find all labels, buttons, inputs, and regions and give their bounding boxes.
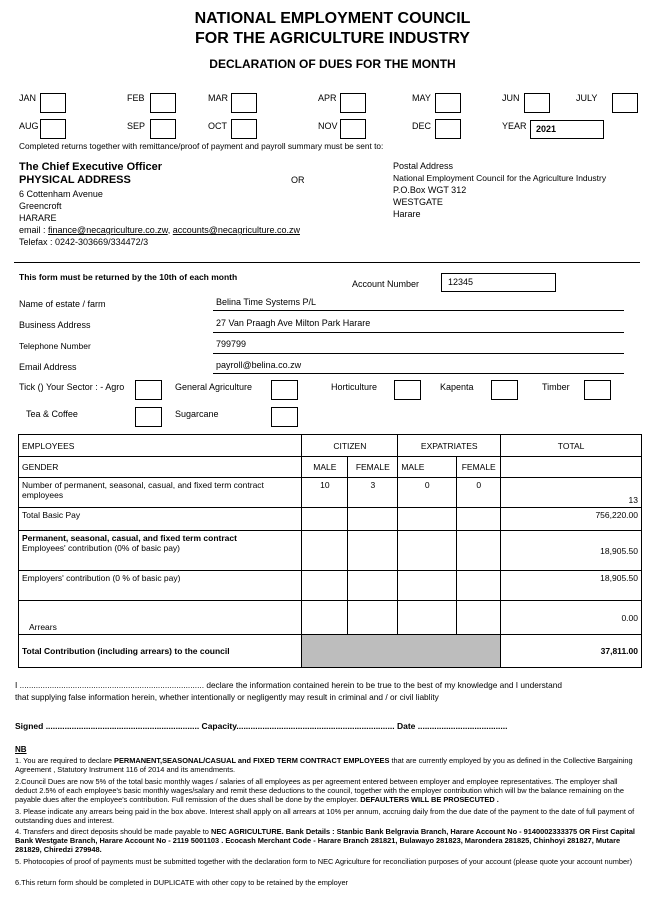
month-box-apr[interactable]	[340, 93, 366, 113]
telephone-underline	[213, 353, 624, 354]
year-label: YEAR	[502, 121, 527, 131]
month-box-dec[interactable]	[435, 119, 461, 139]
sector-agro-checkbox[interactable]	[135, 380, 162, 400]
expat-female-header: FEMALE	[457, 457, 501, 478]
citizen-header: CITIZEN	[302, 435, 398, 457]
month-box-mar[interactable]	[231, 93, 257, 113]
nb-heading: NB	[15, 745, 27, 754]
business-address-field[interactable]: 27 Van Praagh Ave Milton Park Harare	[216, 318, 371, 328]
completed-returns-text: Completed returns together with remittance/proof of payment and payroll summary must be sent to:	[19, 141, 384, 151]
employee-contribution-total[interactable]: 18,905.50	[501, 531, 642, 571]
declaration-line-2: that supplying false information herein, whether intentionally or negligently may result in criminal and / or civil liablity	[15, 692, 439, 702]
sector-general-label: General Agriculture	[175, 382, 253, 392]
month-box-nov[interactable]	[340, 119, 366, 139]
sector-tea-checkbox[interactable]	[135, 407, 162, 427]
declaration-line-1: I ................................................................................ declare the information contained herein to be true to the best of my knowledge and I understand	[15, 680, 562, 690]
month-label-dec: DEC	[412, 121, 432, 131]
month-label-jan: JAN	[19, 93, 37, 103]
gender-header: GENDER	[19, 457, 302, 478]
month-box-jul[interactable]	[612, 93, 638, 113]
total-contribution-shaded	[302, 635, 501, 668]
title-line-2: FOR THE AGRICULTURE INDUSTRY	[195, 30, 470, 47]
sector-tea-label: Tea & Coffee	[26, 409, 78, 419]
sector-horticulture-checkbox[interactable]	[394, 380, 421, 400]
month-label-nov: NOV	[318, 121, 338, 131]
email-address-label: Email Address	[19, 362, 77, 372]
postal-line-4: Harare	[393, 209, 421, 219]
sector-label: Tick () Your Sector : - Agro	[19, 382, 125, 392]
year-field[interactable]: 2021	[530, 120, 604, 139]
sector-horticulture-label: Horticulture	[331, 382, 378, 392]
postal-line-1: National Employment Council for the Agriculture Industry	[393, 173, 607, 183]
month-label-apr: APR	[318, 93, 337, 103]
month-box-sep[interactable]	[150, 119, 176, 139]
sector-kapenta-checkbox[interactable]	[491, 380, 518, 400]
email-label: email :	[19, 225, 46, 235]
title-line-1: NATIONAL EMPLOYMENT COUNCIL	[194, 10, 471, 27]
telephone-field[interactable]: 799799	[216, 339, 247, 349]
employees-header: EMPLOYEES	[19, 435, 302, 457]
note-4: 4. Transfers and direct deposits should be made payable to NEC AGRICULTURE. Bank Details : Stanbic Bank Belgravia Branch, Harare Account No - 9140002333375 OR First Capital Bank Westgate Branch, Harare Account No - 2119 5001103 . Ecocash Merchant Code - Harare Branch 281821, Bulawayo 281823, Marondera 281825, Chinhoyi 281827, Mutare 281829, Chiredzi 279948.	[15, 827, 635, 855]
postal-line-3: WESTGATE	[393, 197, 443, 207]
month-label-mar: MAR	[208, 93, 228, 103]
month-label-feb: FEB	[127, 93, 145, 103]
section-divider	[14, 262, 640, 263]
return-notice: This form must be returned by the 10th of each month	[19, 272, 238, 282]
total-contribution-label: Total Contribution (including arrears) to the council	[19, 635, 302, 668]
citizen-female-count[interactable]: 3	[348, 478, 398, 508]
basic-pay-label: Total Basic Pay	[19, 508, 302, 531]
estate-field[interactable]: Belina Time Systems P/L	[216, 297, 317, 307]
month-label-oct: OCT	[208, 121, 227, 131]
total-contribution-total[interactable]: 37,811.00	[501, 635, 642, 668]
arrears-label: Arrears	[19, 601, 302, 635]
note-5: 5. Photocopies of proof of payments must be submitted together with the declaration form to NEC Agriculture for reconciliation purposes of your account (please quote your account number)	[15, 857, 633, 866]
expat-male-count[interactable]: 0	[398, 478, 457, 508]
arrears-total[interactable]: 0.00	[501, 601, 642, 635]
month-box-jun[interactable]	[524, 93, 550, 113]
physical-address-label: PHYSICAL ADDRESS	[19, 174, 131, 186]
title-line-3: DECLARATION OF DUES FOR THE MONTH	[209, 57, 456, 71]
estate-label: Name of estate / farm	[19, 299, 106, 309]
sector-sugarcane-label: Sugarcane	[175, 409, 219, 419]
sector-timber-checkbox[interactable]	[584, 380, 611, 400]
note-1: 1. You are required to declare PERMANENT,SEASONAL/CASUAL and FIXED TERM CONTRACT EMPLOYEES that are currently employed by you as defined in the Collective Bargaining Agreement , Statutory Instrument 116 of 2014 and its amendments.	[15, 756, 633, 775]
employee-count-label: Number of permanent, seasonal, casual, and fixed term contract employees	[19, 478, 302, 508]
physical-address-line-2: Greencroft	[19, 201, 62, 211]
basic-pay-total[interactable]: 756,220.00	[501, 508, 642, 531]
email-separator: ,	[167, 225, 171, 235]
month-box-feb[interactable]	[150, 93, 176, 113]
contract-heading: Permanent, seasonal, casual, and fixed term contract	[22, 533, 237, 543]
sector-kapenta-label: Kapenta	[440, 382, 474, 392]
month-label-jul: JULY	[576, 93, 598, 103]
ceo-label: The Chief Executive Officer	[19, 161, 163, 173]
estate-underline	[213, 310, 624, 311]
accounts-email-link[interactable]: accounts@necagriculture.co.zw	[172, 225, 300, 235]
postal-address-label: Postal Address	[393, 161, 454, 171]
employer-contribution-label: Employers' contribution (0 % of basic pay)	[19, 571, 302, 601]
email-address-field[interactable]: payroll@belina.co.zw	[216, 360, 302, 370]
note-3: 3. Please indicate any arrears being paid in the box above. Interest shall apply on all arrears at 10% per annum, accruing daily from the due date of the payment to the date of full payment of outstanding dues and interest.	[15, 807, 635, 826]
note-6: 6.This return form should be completed in DUPLICATE with other copy to be retained by the employer	[15, 878, 349, 887]
finance-email-link[interactable]: finance@necagriculture.co.zw	[48, 225, 168, 235]
account-number-label: Account Number	[352, 279, 420, 289]
telephone-label: Telephone Number	[19, 341, 91, 351]
month-label-may: MAY	[412, 93, 431, 103]
total-header: TOTAL	[501, 435, 642, 457]
citizen-male-header: MALE	[302, 457, 348, 478]
sector-timber-label: Timber	[542, 382, 570, 392]
month-label-jun: JUN	[502, 93, 520, 103]
sector-general-checkbox[interactable]	[271, 380, 298, 400]
signature-line[interactable]: Signed ................................................................. Capacity................................................................... Date ......................................	[15, 721, 508, 731]
citizen-male-count[interactable]: 10	[302, 478, 348, 508]
dues-table	[18, 434, 642, 668]
note-2: 2.Council Dues are now 5% of the total basic monthly wages / salaries of all employees as per agreement entered between employer and employee representatives. The employer shall deduct 2.5% of each employee's basic monthly wages/salary and remit these deductions to the council, together with the employer contribution which will bw the balance remaining on the payable dues after the employee's contribution. Full remission of the dues shall be done by the employer. DEFAULTERS WILL BE PROSECUTED .	[15, 777, 625, 805]
physical-address-line-1: 6 Cottenham Avenue	[19, 189, 103, 199]
month-box-oct[interactable]	[231, 119, 257, 139]
expat-male-header: MALE	[398, 457, 457, 478]
month-box-aug[interactable]	[40, 119, 66, 139]
month-box-may[interactable]	[435, 93, 461, 113]
physical-address-line-3: HARARE	[19, 213, 57, 223]
employee-contribution-label: Employees' contribution (0% of basic pay)	[22, 543, 181, 553]
business-address-label: Business Address	[19, 320, 91, 330]
employee-count-total[interactable]: 13	[501, 478, 642, 508]
business-address-underline	[213, 332, 624, 333]
email-address-underline	[213, 373, 624, 374]
or-label: OR	[291, 175, 305, 185]
month-box-jan[interactable]	[40, 93, 66, 113]
month-label-sep: SEP	[127, 121, 146, 131]
month-label-aug: AUG	[19, 121, 39, 131]
citizen-female-header: FEMALE	[348, 457, 398, 478]
employer-contribution-total[interactable]: 18,905.50	[501, 571, 642, 601]
email-line	[19, 225, 300, 235]
postal-line-2: P.O.Box WGT 312	[393, 185, 467, 195]
expat-female-count[interactable]: 0	[457, 478, 501, 508]
sector-sugarcane-checkbox[interactable]	[271, 407, 298, 427]
telefax: Telefax : 0242-303669/334472/3	[19, 237, 149, 247]
expatriates-header: EXPATRIATES	[398, 435, 501, 457]
account-number-field[interactable]: 12345	[441, 273, 556, 292]
